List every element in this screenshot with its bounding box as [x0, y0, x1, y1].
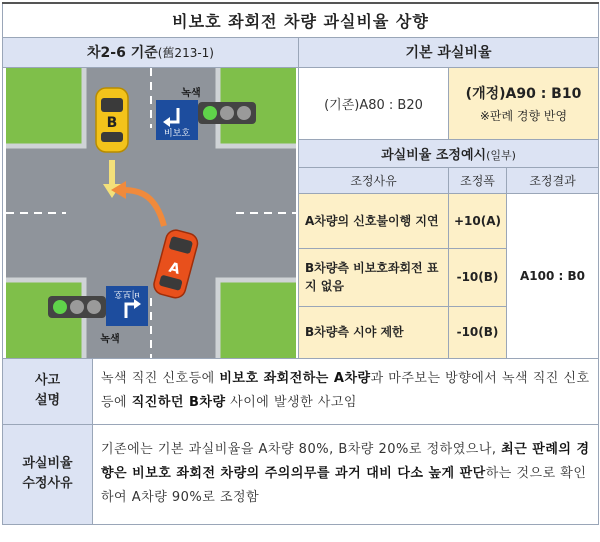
col-reason-header: 조정사유	[299, 167, 449, 193]
accident-label-text: 사고 설명	[34, 373, 61, 408]
grass-top-left	[6, 68, 84, 146]
adjustment-delta: +10(A)	[449, 193, 507, 248]
emphasized-text: 직진하던 B차량	[131, 395, 226, 410]
accident-label	[3, 358, 93, 424]
top-sign-text: 비보호	[163, 128, 190, 139]
adjustment-header-main: 과실비율 조정예시	[381, 147, 487, 163]
col-delta-header: 조정폭	[449, 167, 507, 193]
bottom-sign-text: 비보호	[113, 287, 140, 298]
revision-label	[3, 424, 93, 524]
plain-text: 하는 것으로 확인하여 A차량 90%로 조정함	[101, 466, 587, 505]
plain-text: 기존에는 기본 과실비율을 A차량 80%, B차량 20%로 정하였으나,	[101, 442, 502, 457]
grass-bottom-left	[6, 280, 84, 358]
adjustment-header	[299, 139, 599, 167]
plain-text: 녹색 직진 신호등에	[101, 371, 220, 386]
car-b-label: B	[106, 114, 117, 131]
accident-description-text	[101, 371, 590, 410]
case-old-code: (舊213-1)	[157, 46, 214, 60]
adjustment-header-sub: (일부)	[486, 148, 516, 162]
plain-text: 사이에 발생한 사고임	[225, 395, 357, 410]
intersection-diagram-cell	[3, 67, 299, 358]
top-signal-label: 녹색	[180, 87, 201, 99]
plain-text: 과 마주보는 방향에서 녹색 직진 신호등에	[101, 371, 590, 410]
car-a-label: A	[166, 259, 182, 278]
car-b	[96, 88, 128, 152]
revision-description-text	[101, 442, 590, 505]
new-base-ratio	[449, 67, 599, 139]
emphasized-text: 비보호 좌회전하는 A차량	[219, 371, 371, 386]
adjustment-reason: A차량의 신호불이행 지연	[299, 193, 449, 248]
adjustment-result: A100 : B0	[507, 193, 599, 358]
base-ratio-header: 기본 과실비율	[299, 37, 599, 67]
document-title: 비보호 좌회전 차량 과실비율 상향	[3, 3, 599, 37]
emphasized-text: 최근 판례의 경향은 비보호 좌회전 차량의 주의의무를 과거 대비 다소 높게 판단	[101, 442, 590, 481]
top-green-light	[203, 106, 217, 120]
intersection-diagram	[6, 68, 296, 358]
adjustment-delta: -10(B)	[449, 306, 507, 358]
col-result-header: 조정결과	[507, 167, 599, 193]
adjustment-reason: B차량측 시야 제한	[299, 306, 449, 358]
new-base-ratio-value: (개정)A90 : B10	[465, 85, 582, 102]
accident-description	[93, 358, 599, 424]
adjustment-reason: B차량측 비보호좌회전 표지 없음	[299, 248, 449, 306]
revision-description	[93, 424, 599, 524]
page	[0, 2, 600, 542]
bottom-green-light	[53, 300, 67, 314]
case-header	[3, 37, 299, 67]
old-base-ratio: (기존)A80 : B20	[299, 67, 449, 139]
new-base-ratio-note: ※판례 경향 반영	[479, 108, 568, 123]
case-code: 차2-6 기준	[87, 45, 158, 61]
adjustment-delta: -10(B)	[449, 248, 507, 306]
bottom-signal-label: 녹색	[99, 333, 120, 345]
revision-label-text: 과실비율 수정사유	[22, 456, 73, 491]
fault-ratio-table	[2, 2, 599, 525]
grass-bottom-right	[218, 280, 296, 358]
